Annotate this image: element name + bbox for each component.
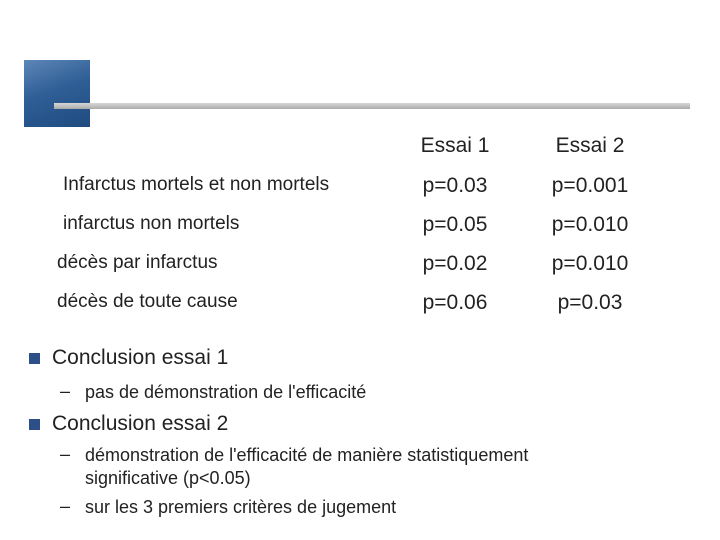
row-label-infarctus-non-mortels: infarctus non mortels: [63, 213, 240, 234]
cell-essai2-row2: p=0.010: [551, 213, 629, 236]
cell-essai1-row2: p=0.05: [422, 213, 488, 236]
cell-essai1-row3: p=0.02: [422, 252, 488, 275]
dash-bullet-icon: –: [60, 381, 71, 401]
column-header-essai-1: Essai 1: [420, 134, 490, 157]
cell-essai1-row4: p=0.06: [422, 291, 488, 314]
cell-essai2-row1: p=0.001: [551, 174, 629, 197]
title-accent-square: [24, 60, 90, 127]
cell-essai2-row4: p=0.03: [557, 291, 623, 314]
square-bullet-icon: [29, 419, 40, 430]
square-bullet-icon: [29, 353, 40, 364]
subitem-conclusion-2b: sur les 3 premiers critères de jugement: [85, 497, 397, 517]
dash-bullet-icon: –: [60, 496, 71, 516]
bullet-conclusion-essai-2: Conclusion essai 2: [52, 412, 229, 435]
dash-bullet-icon: –: [60, 444, 71, 464]
subitem-conclusion-1: pas de démonstration de l'efficacité: [85, 382, 367, 402]
row-label-deces-toute-cause: décès de toute cause: [57, 291, 238, 312]
subitem-conclusion-2a: démonstration de l'efficacité de manière statistiquement significative (p<0.05): [85, 445, 529, 488]
cell-essai2-row3: p=0.010: [551, 252, 629, 275]
title-divider-rule: [54, 103, 690, 109]
row-label-infarctus-total: Infarctus mortels et non mortels: [63, 174, 330, 195]
cell-essai1-row1: p=0.03: [422, 174, 488, 197]
row-label-deces-infarctus: décès par infarctus: [57, 252, 218, 273]
bullet-conclusion-essai-1: Conclusion essai 1: [52, 346, 229, 369]
column-header-essai-2: Essai 2: [555, 134, 625, 157]
